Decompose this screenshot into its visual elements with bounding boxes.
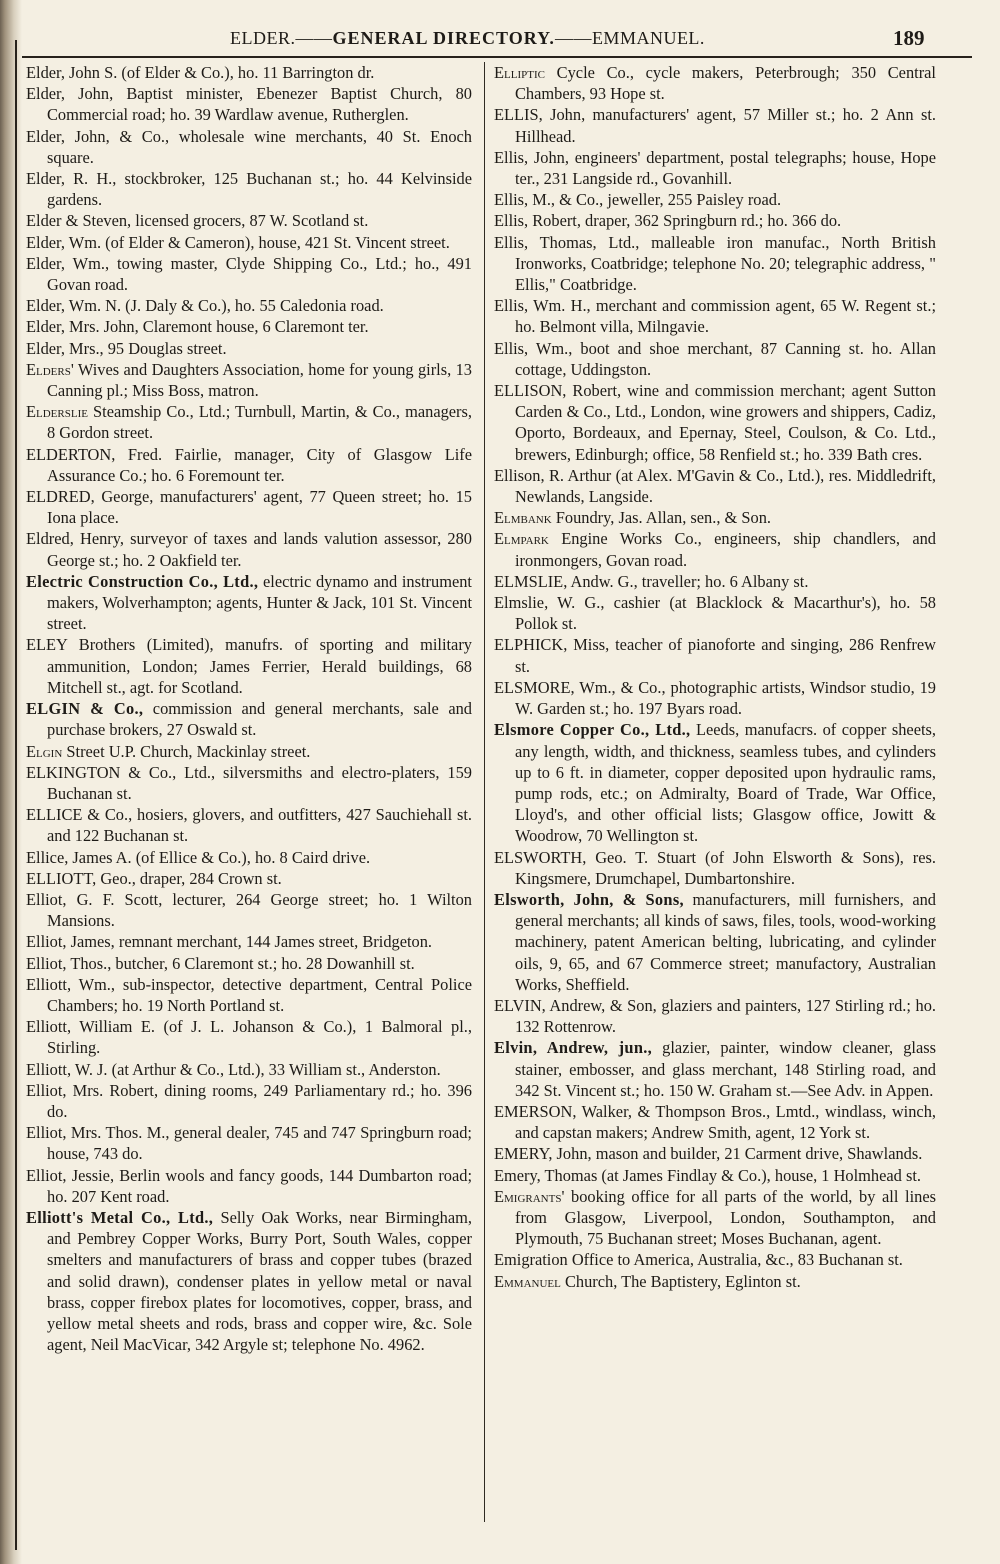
entry-bold-name: Elsmore Copper Co., Ltd., [494,720,691,740]
entry-text: ELPHICK, Miss, teacher of pianoforte and singing, 286 Renfrew st. [494,635,936,676]
entry-text: Elliot, Thos., butcher, 6 Claremont st.; ho. 28 Dowanhill st. [26,953,415,973]
entry-text: Ellis, Wm., boot and shoe merchant, 87 Canning st. ho. Allan cottage, Uddingston. [494,338,936,379]
directory-entry [26,295,472,316]
entry-text: ELMSLIE, Andw. G., traveller; ho. 6 Albany st. [494,571,809,591]
left-column [26,62,472,1355]
right-column [494,62,936,1292]
directory-entry [494,338,936,380]
entry-text: Elder & Steven, licensed grocers, 87 W. Scotland st. [26,211,369,231]
directory-entry [26,401,472,443]
entry-smallcaps-name: Elders' [26,359,74,379]
directory-entry [494,232,936,296]
entry-text: Elliot, G. F. Scott, lecturer, 264 George street; ho. 1 Wilton Mansions. [26,889,472,931]
entry-text: Elder, Wm. N. (J. Daly & Co.), ho. 55 Caledonia road. [26,296,384,316]
directory-entry [26,762,472,804]
entry-text: Eldred, Henry, surveyor of taxes and lands valution assessor, 280 George st.; ho. 2 Oakfield ter. [26,529,472,570]
entry-text: Ellis, Thomas, Ltd., malleable iron manufac., North British Ironworks, Coatbridge; telephone No. 20; telegraphic address, " Ellis," Coatbridge. [494,232,936,295]
entry-text: Ellison, R. Arthur (at Alex. M'Gavin & Co., Ltd.), res. Middledrift, Newlands, Langside. [494,465,936,507]
entry-smallcaps-name: Elgin [26,741,63,761]
entry-text: ELDERTON, Fred. Fairlie, manager, City of Glasgow Life Assurance Co.; ho. 6 Foremount ter. [26,444,472,485]
directory-entry [494,1271,936,1292]
entry-text: Elliott, W. J. (at Arthur & Co., Ltd.), 33 William st., Anderston. [26,1059,441,1079]
entry-text: Leeds, manufacrs. of copper sheets, any length, width, and thickness, seamless tubes, and cylinders up to 6 ft. in diameter, copper deposited upon hydraulic rams, pump rods, etc.; on Admiralty, Board of Trade, War Office, Lloyd's, and other official lists; Glasgow office, Jowitt & Woodrow, 70 Wellington st. [515,720,936,846]
entry-text: ELDRED, George, manufacturers' agent, 77 Queen street; ho. 15 Iona place. [26,487,472,528]
entry-text: Emigration Office to America, Australia, &c., 83 Buchanan st. [494,1250,903,1270]
entry-text: Ellice, James A. (of Ellice & Co.), ho. 8 Caird drive. [26,847,371,867]
directory-entry [26,316,472,337]
entry-text: Emery, Thomas (at James Findlay & Co.), house, 1 Holmhead st. [494,1165,922,1185]
entry-text: Elliott, William E. (of J. L. Johanson & Co.), 1 Balmoral pl., Stirling. [26,1017,472,1058]
directory-entry [494,1101,936,1143]
entry-text: EMERY, John, mason and builder, 21 Carment drive, Shawlands. [494,1144,923,1164]
entry-bold-name: Elsworth, John, & Sons, [494,889,684,909]
directory-entry [26,698,472,740]
directory-entry [494,677,936,719]
running-header [230,28,930,49]
entry-text: manufacturers, mill furnishers, and general merchants; all kinds of saws, files, tools, wood-working machinery, patent American belting, lubricating, and cylinder oils, 9, 65, and 67 Commerce street; manufactory, Australian Works, Sheffield. [515,889,937,994]
directory-entry [494,189,936,210]
header-title: GENERAL DIRECTORY. [332,28,555,48]
entry-text: ELLICE & Co., hosiers, glovers, and outfitters, 427 Sauchiehall st. and 122 Buchanan st. [26,805,472,846]
entry-smallcaps-name: Emigrants' [494,1186,565,1206]
directory-entry [26,444,472,486]
entry-text: electric dynamo and instrument makers, Wolverhampton; agents, Hunter & Jack, 101 St. Vincent street. [47,571,472,634]
directory-entry [26,868,472,889]
entry-smallcaps-name: Elmpark [494,529,549,549]
entry-text: ELSMORE, Wm., & Co., photographic artists, Windsor studio, 19 W. Garden st.; ho. 197 Byars road. [494,677,936,719]
entry-text: Wives and Daughters Association, home for young girls, 13 Canning pl.; Miss Boss, matron. [47,359,472,401]
directory-entry [494,210,936,231]
directory-entry [494,465,936,507]
header-dash-left: —— [295,28,333,48]
entry-text: Engine Works Co., engineers, ship chandlers, and ironmongers, Govan road. [515,529,936,570]
directory-entry [26,486,472,528]
directory-entry [26,232,472,253]
directory-entry [494,719,936,846]
entry-text: Elliot, Jessie, Berlin wools and fancy goods, 144 Dumbarton road; ho. 207 Kent road. [26,1165,472,1206]
gutter-rule [15,40,17,1550]
entry-text: Elliot, Mrs. Robert, dining rooms, 249 Parliamentary rd.; ho. 396 do. [26,1080,472,1121]
entry-text: booking office for all parts of the world, by all lines from Glasgow, Liverpool, London, Southampton, and Plymouth, 75 Buchanan street; Moses Buchanan, agent. [515,1186,936,1249]
entry-text: Foundry, Jas. Allan, sen., & Son. [551,508,771,528]
entry-text: Steamship Co., Ltd.; Turnbull, Martin, & Co., managers, 8 Gordon street. [47,402,472,443]
directory-entry [26,1016,472,1058]
entry-text: Elliot, Mrs. Thos. M., general dealer, 745 and 747 Springburn road; house, 743 do. [26,1123,472,1164]
header-rule [22,56,972,58]
header-dash-right: —— [554,28,592,48]
entry-text: Elder, John S. (of Elder & Co.), ho. 11 Barrington dr. [26,63,375,82]
header-left-word: ELDER. [230,28,296,48]
entry-text: Ellis, Wm. H., merchant and commission agent, 65 W. Regent st.; ho. Belmont villa, Milngavie. [494,296,936,337]
entry-text: Ellis, M., & Co., jeweller, 255 Paisley road. [494,190,782,210]
entry-bold-name: ELGIN & Co., [26,699,144,719]
directory-entry [26,953,472,974]
directory-entry [494,847,936,889]
directory-entry [26,741,472,762]
entry-text: ELLIS, John, manufacturers' agent, 57 Miller st.; ho. 2 Ann st. Hillhead. [494,105,936,146]
entry-text: Elder, Wm., towing master, Clyde Shipping Co., Ltd.; ho., 491 Govan road. [26,253,472,295]
directory-entry [26,126,472,168]
directory-entry [26,634,472,698]
directory-entry [26,1080,472,1122]
directory-entry [494,592,936,634]
directory-entry [26,889,472,931]
header-right-word: EMMANUEL. [591,28,705,48]
entry-smallcaps-name: Elliptic [494,63,545,82]
entry-text: ELSWORTH, Geo. T. Stuart (of John Elsworth & Sons), res. Kingsmere, Drumchapel, Dumbartonshire. [494,847,936,888]
entry-smallcaps-name: Elmbank [494,508,552,528]
entry-text: Selly Oak Works, near Birmingham, and Pembrey Copper Works, Burry Port, South Wales, copper smelters and manufacturers of brass and copper tubes (brazed and solid drawn), condenser plates in yellow metal or naval brass, copper firebox plates for locomotives, copper, brass, and yellow metal sheets and rods, brass and copper wire, &c. Sole agent, Neil MacVicar, 342 Argyle st; telephone No. 4962. [47,1207,472,1355]
directory-entry [494,1165,936,1186]
entry-text: Elmslie, W. G., cashier (at Blacklock & Macarthur's), ho. 58 Pollok st. [494,593,936,634]
directory-entry [494,147,936,189]
directory-entry [494,104,936,146]
directory-entry [494,295,936,337]
entry-bold-name: Elliott's Metal Co., Ltd., [26,1207,214,1227]
directory-entry [494,380,936,465]
directory-entry [26,253,472,295]
column-divider [484,62,485,1522]
entry-smallcaps-name: Emmanuel [494,1271,561,1291]
directory-entry [26,804,472,846]
directory-entry [26,210,472,231]
directory-entry [26,359,472,401]
entry-text: Cycle Co., cycle makers, Peterbrough; 350 Central Chambers, 93 Hope st. [515,63,936,104]
directory-entry [26,528,472,570]
directory-entry [26,1207,472,1355]
entry-text: Elliot, James, remnant merchant, 144 James street, Bridgeton. [26,932,433,952]
directory-entry [494,571,936,592]
directory-entry [494,528,936,570]
entry-text: EMERSON, Walker, & Thompson Bros., Lmtd., windlass, winch, and capstan makers; Andrew Smith, agent, 12 York st. [494,1101,936,1143]
directory-entry [494,889,936,995]
directory-entry [26,168,472,210]
entry-smallcaps-name: Elderslie [26,402,88,422]
entry-text: Elder, Mrs., 95 Douglas street. [26,338,227,358]
entry-text: ELLIOTT, Geo., draper, 284 Crown st. [26,868,282,888]
directory-entry [26,83,472,125]
directory-entry [26,62,472,83]
entry-text: Street U.P. Church, Mackinlay street. [62,741,311,761]
entry-text: glazier, painter, window cleaner, glass stainer, embosser, and glass merchant, 148 Stirling road, and 342 St. Vincent st.; ho. 150 W. Graham st.—See Adv. in Appen. [515,1038,936,1100]
directory-entry [26,338,472,359]
directory-entry [26,1165,472,1207]
directory-entry [494,634,936,676]
directory-entry [26,974,472,1016]
entry-text: Ellis, John, engineers' department, postal telegraphs; house, Hope ter., 231 Langside rd., Govanhill. [494,147,936,189]
entry-text: ELLISON, Robert, wine and commission merchant; agent Sutton Carden & Co., Ltd., London, wine growers and shippers, Cadiz, Oporto, Bordeaux, and Epernay, Steel, Coulson, & Co. Ltd., brewers, Edinburgh; office, 58 Renfield st.; ho. 339 Bath cres. [494,381,936,464]
entry-text: Elder, John, Baptist minister, Ebenezer Baptist Church, 80 Commercial road; ho. 39 Wardlaw avenue, Rutherglen. [26,84,472,125]
entry-text: Ellis, Robert, draper, 362 Springburn rd.; ho. 366 do. [494,211,842,231]
directory-entry [26,571,472,635]
entry-bold-name: Electric Construction Co., Ltd., [26,571,259,591]
entry-text: Elder, Mrs. John, Claremont house, 6 Claremont ter. [26,317,369,337]
page-number: 189 [893,26,925,50]
entry-text: Church, The Baptistery, Eglinton st. [560,1271,801,1291]
directory-entry [494,1186,936,1250]
entry-text: ELVIN, Andrew, & Son, glaziers and painters, 127 Stirling rd.; ho. 132 Rottenrow. [494,995,936,1037]
entry-text: Elliott, Wm., sub-inspector, detective department, Central Police Chambers; ho. 19 North Portland st. [26,974,472,1015]
directory-entry [494,507,936,528]
book-gutter [0,0,22,1564]
entry-text: ELKINGTON & Co., Ltd., silversmiths and electro-platers, 159 Buchanan st. [26,762,472,803]
entry-text: ELEY Brothers (Limited), manufrs. of sporting and military ammunition, London; James Ferrier, Herald buildings, 68 Mitchell st., agt. for Scotland. [26,635,472,697]
directory-entry [494,1037,936,1101]
directory-entry [26,1122,472,1164]
directory-entry [494,995,936,1037]
entry-text: Elder, Wm. (of Elder & Cameron), house, 421 St. Vincent street. [26,232,450,252]
directory-entry [26,847,472,868]
entry-text: Elder, John, & Co., wholesale wine merchants, 40 St. Enoch square. [26,126,472,167]
entry-text: Elder, R. H., stockbroker, 125 Buchanan st.; ho. 44 Kelvinside gardens. [26,169,472,210]
directory-entry [26,1059,472,1080]
entry-bold-name: Elvin, Andrew, jun., [494,1038,653,1058]
directory-entry [26,931,472,952]
directory-entry [494,62,936,104]
entry-text: commission and general merchants, sale and purchase brokers, 27 Oswald st. [47,699,472,740]
directory-entry [494,1249,936,1270]
directory-entry [494,1143,936,1164]
